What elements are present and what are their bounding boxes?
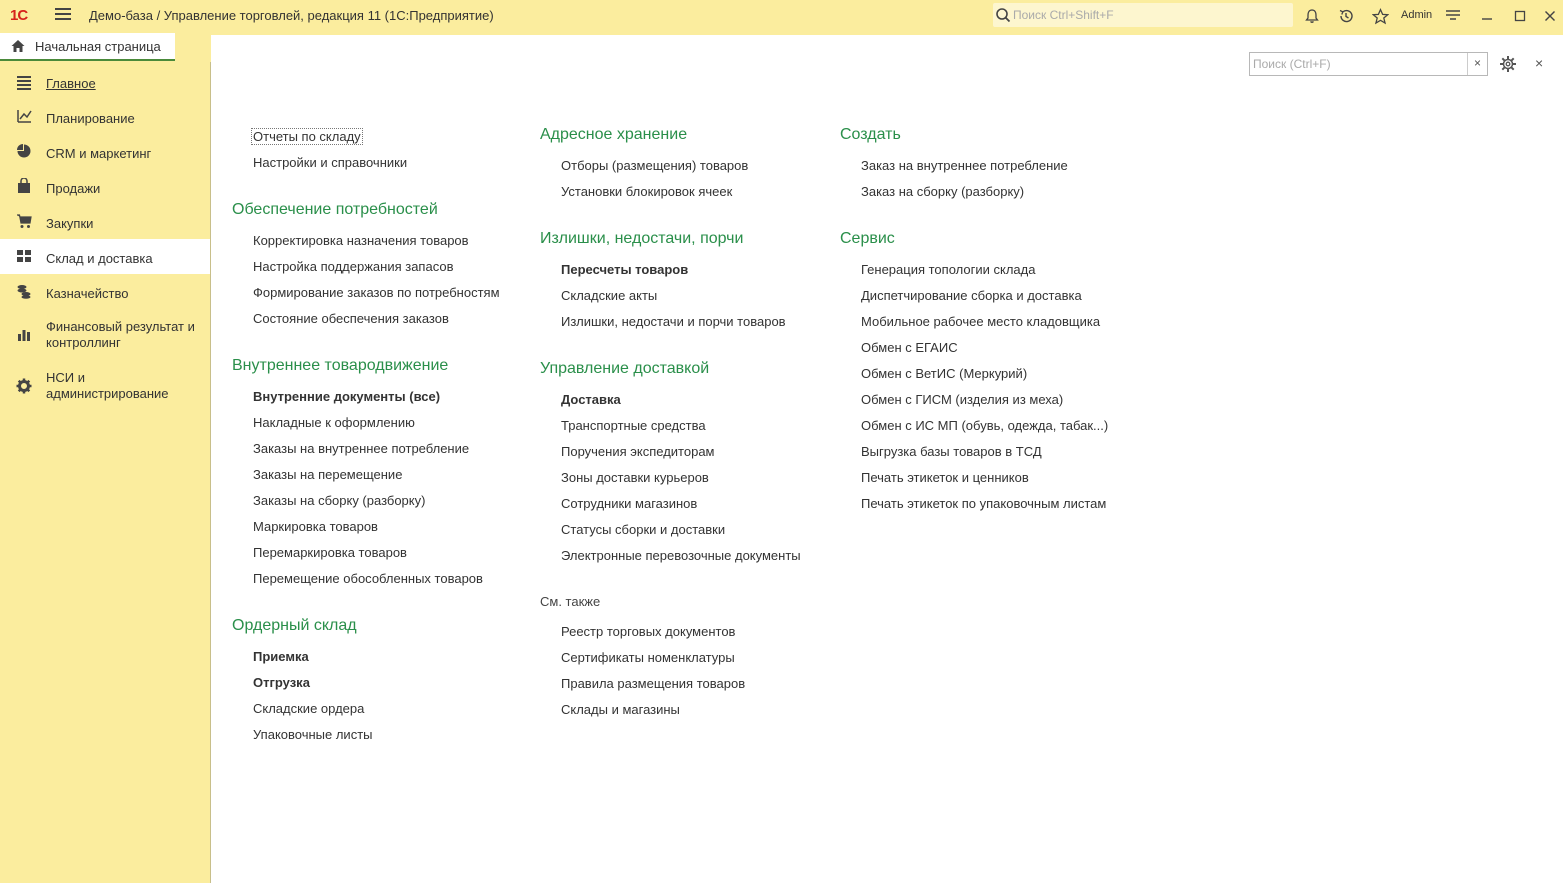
sidebar-item-purchases[interactable] xyxy=(0,204,210,239)
link-settings-catalogs[interactable]: Настройки и справочники xyxy=(253,155,408,170)
warehouse-icon xyxy=(16,248,32,264)
pie-chart-icon xyxy=(16,143,32,159)
title-bar xyxy=(0,0,1563,31)
menu-link[interactable]: Внутренние документы (все) xyxy=(253,389,441,404)
section-title: Сервис xyxy=(840,230,895,247)
home-icon xyxy=(10,38,26,54)
menu-link[interactable]: Формирование заказов по потребностям xyxy=(253,285,500,300)
close-window-icon[interactable] xyxy=(1540,6,1560,26)
gear-icon xyxy=(16,378,32,394)
menu-link[interactable]: Заказ на сборку (разборку) xyxy=(861,184,1025,199)
menu-link[interactable]: Сертификаты номенклатуры xyxy=(561,650,735,665)
menu-link[interactable]: Упаковочные листы xyxy=(253,727,373,742)
menu-link[interactable]: Печать этикеток и ценников xyxy=(861,470,1029,485)
app-logo[interactable]: 1С xyxy=(10,7,28,24)
menu-link[interactable]: Мобильное рабочее место кладовщика xyxy=(861,314,1101,329)
clear-search-button[interactable]: × xyxy=(1467,53,1487,75)
sidebar-item-label: Главное xyxy=(46,76,96,91)
user-name[interactable]: Admin xyxy=(1401,9,1433,21)
menu-link[interactable]: Отборы (размещения) товаров xyxy=(561,158,749,173)
sidebar xyxy=(0,62,211,883)
section-title: Внутреннее товародвижение xyxy=(232,357,449,374)
close-panel-button[interactable]: × xyxy=(1535,55,1544,71)
section-title: Управление доставкой xyxy=(540,360,710,377)
tab-home-label: Начальная страница xyxy=(35,38,161,54)
planning-icon xyxy=(16,108,32,124)
minimize-icon[interactable] xyxy=(1477,6,1497,26)
history-icon[interactable] xyxy=(1336,6,1356,26)
bell-icon[interactable] xyxy=(1302,6,1322,26)
global-search-input[interactable] xyxy=(1013,6,1283,24)
tab-home[interactable] xyxy=(0,33,175,61)
menu-link[interactable]: Корректировка назначения товаров xyxy=(253,233,469,248)
menu-link[interactable]: Настройка поддержания запасов xyxy=(253,259,454,274)
sidebar-item-crm[interactable] xyxy=(0,134,210,169)
menu-link[interactable]: Генерация топологии склада xyxy=(861,262,1036,277)
bag-icon xyxy=(16,178,32,194)
sidebar-item-warehouse[interactable] xyxy=(0,239,210,274)
sidebar-item-label: Казначейство xyxy=(46,286,129,301)
menu-link[interactable]: Обмен с ВетИС (Меркурий) xyxy=(861,366,1028,381)
menu-link[interactable]: Выгрузка базы товаров в ТСД xyxy=(861,444,1042,459)
menu-link[interactable]: Зоны доставки курьеров xyxy=(561,470,709,485)
section-title: Обеспечение потребностей xyxy=(232,201,438,218)
menu-link[interactable]: Заказ на внутреннее потребление xyxy=(861,158,1068,173)
see-also-title: См. также xyxy=(540,594,601,609)
cart-icon xyxy=(16,213,32,229)
section-title: Излишки, недостачи, порчи xyxy=(540,230,744,247)
section-title: Ордерный склад xyxy=(232,617,357,634)
panel-search-input[interactable] xyxy=(1253,56,1465,72)
menu-link[interactable]: Электронные перевозочные документы xyxy=(561,548,801,563)
menu-icon[interactable] xyxy=(55,8,71,22)
menu-link[interactable]: Сотрудники магазинов xyxy=(561,496,698,511)
main-panel xyxy=(211,35,1563,883)
search-icon xyxy=(995,7,1011,23)
menu-link[interactable]: Заказы на перемещение xyxy=(253,467,403,482)
menu-link[interactable]: Приемка xyxy=(253,649,309,664)
menu-link[interactable]: Поручения экспедиторам xyxy=(561,444,715,459)
menu-link[interactable]: Печать этикеток по упаковочным листам xyxy=(861,496,1107,511)
list-icon xyxy=(16,74,32,90)
sidebar-item-label: НСИ и администрирование xyxy=(46,370,169,401)
menu-link[interactable]: Складские ордера xyxy=(253,701,365,716)
menu-link[interactable]: Правила размещения товаров xyxy=(561,676,746,691)
menu-link[interactable]: Диспетчирование сборка и доставка xyxy=(861,288,1082,303)
sidebar-item-label: Планирование xyxy=(46,111,135,126)
sidebar-item-label: CRM и маркетинг xyxy=(46,146,152,161)
menu-link[interactable]: Складские акты xyxy=(561,288,658,303)
sidebar-item-admin[interactable] xyxy=(0,360,210,410)
window-title: Демо-база / Управление торговлей, редакция 11 (1С:Предприятие) xyxy=(89,8,494,23)
menu-link[interactable]: Обмен с ИС МП (обувь, одежда, табак...) xyxy=(861,418,1109,433)
settings-gear-icon[interactable] xyxy=(1499,55,1517,73)
sidebar-item-treasury[interactable] xyxy=(0,274,210,309)
sidebar-item-finance[interactable] xyxy=(0,309,210,359)
maximize-icon[interactable] xyxy=(1510,6,1530,26)
sidebar-item-label: Продажи xyxy=(46,181,101,196)
menu-link[interactable]: Установки блокировок ячеек xyxy=(561,184,733,199)
sidebar-item-label: Склад и доставка xyxy=(46,251,153,266)
section-title: Создать xyxy=(840,126,901,143)
global-search[interactable] xyxy=(993,3,1293,27)
menu-link[interactable]: Обмен с ГИСМ (изделия из меха) xyxy=(861,392,1064,407)
star-icon[interactable] xyxy=(1370,6,1390,26)
menu-link[interactable]: Отгрузка xyxy=(253,675,310,690)
menu-link[interactable]: Склады и магазины xyxy=(561,702,680,717)
menu-link[interactable]: Транспортные средства xyxy=(561,418,706,433)
menu-link[interactable]: Маркировка товаров xyxy=(253,519,378,534)
menu-link[interactable]: Перемаркировка товаров xyxy=(253,545,407,560)
menu-link[interactable]: Заказы на сборку (разборку) xyxy=(253,493,426,508)
sidebar-item-sales[interactable] xyxy=(0,169,210,204)
menu-link[interactable]: Излишки, недостачи и порчи товаров xyxy=(561,314,786,329)
coins-icon xyxy=(16,283,32,299)
settings-lines-icon[interactable] xyxy=(1443,6,1463,26)
sidebar-item-label: Закупки xyxy=(46,216,94,231)
menu-link[interactable]: Пересчеты товаров xyxy=(561,262,689,277)
menu-link[interactable]: Заказы на внутреннее потребление xyxy=(253,441,470,456)
sidebar-item-planning[interactable] xyxy=(0,99,210,134)
menu-link[interactable]: Обмен с ЕГАИС xyxy=(861,340,958,355)
panel-search[interactable] xyxy=(1249,52,1488,76)
menu-link[interactable]: Доставка xyxy=(561,392,621,407)
menu-link[interactable]: Накладные к оформлению xyxy=(253,415,415,430)
bar-chart-icon xyxy=(16,326,32,342)
link-warehouse-reports[interactable]: Отчеты по складу xyxy=(253,129,361,144)
sidebar-item-label: Финансовый результат и контроллинг xyxy=(46,319,195,350)
sidebar-item-main[interactable] xyxy=(0,64,210,99)
menu-link[interactable]: Реестр торговых документов xyxy=(561,624,736,639)
section-title: Адресное хранение xyxy=(540,126,688,143)
menu-link[interactable]: Перемещение обособленных товаров xyxy=(253,571,483,586)
menu-link[interactable]: Состояние обеспечения заказов xyxy=(253,311,449,326)
menu-link[interactable]: Статусы сборки и доставки xyxy=(561,522,726,537)
